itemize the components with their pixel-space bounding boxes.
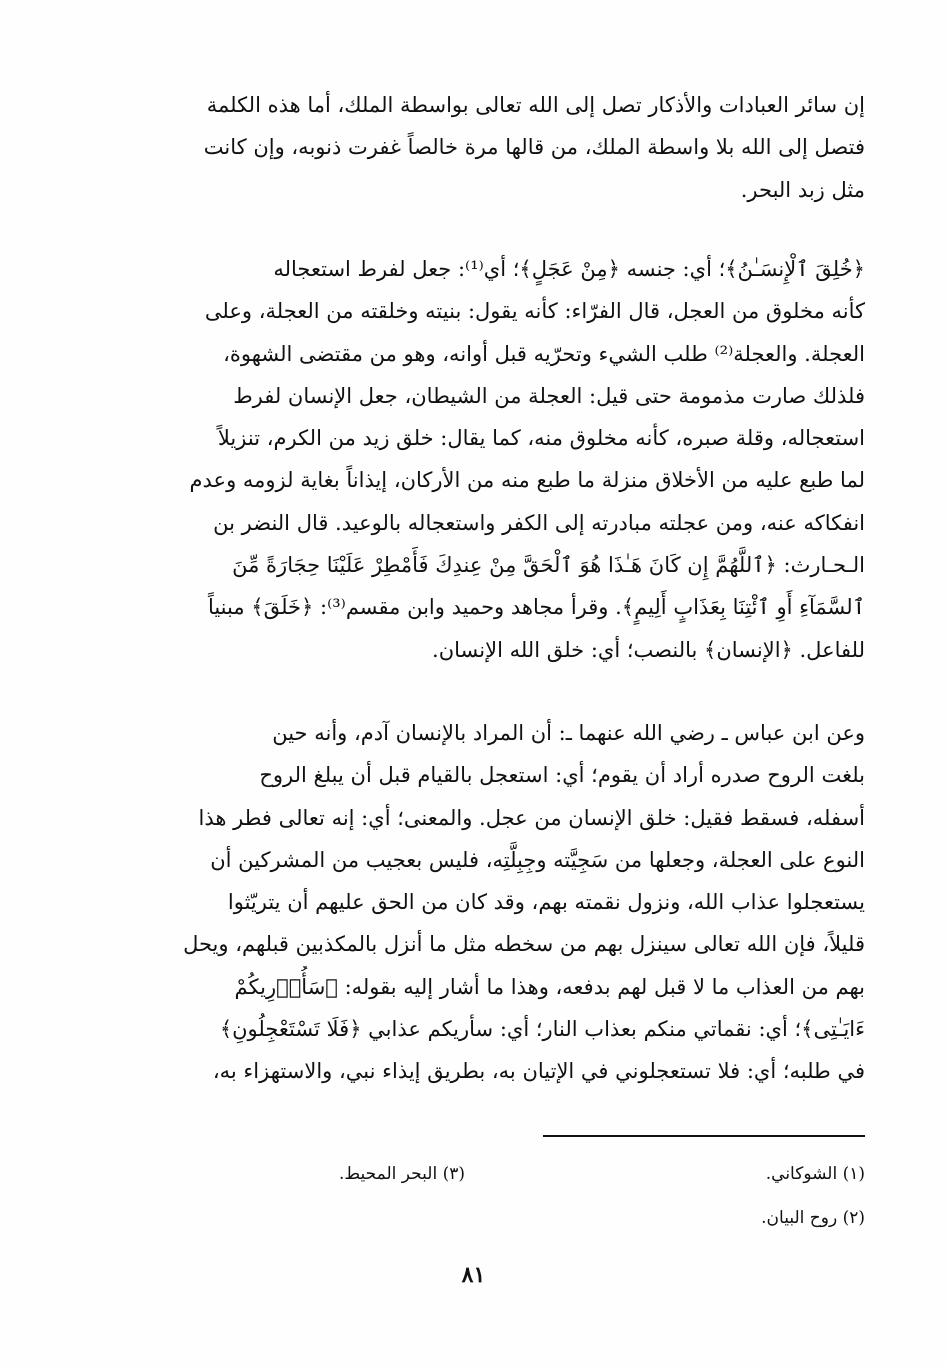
text-line: ٱلسَّمَآءِ أَوِ ٱئْتِنَا بِعَذَابٍ أَلِيمٍ﴾. وقرأ مجاهد وحميد وابن مقسم⁽³⁾: ﴿خَلَقَ﴾ مبنياً — [207, 595, 865, 620]
footnote-2: (٢) روح البيان. — [761, 1208, 865, 1228]
text-line: في طلبه؛ أي: فلا تستعجلوني في الإتيان به، بطريق إيذاء نبي، والاستهزاء به، — [212, 1059, 865, 1084]
text-line: النوع على العجلة، وجعلها من سَجِيَّته وجِبِلَّتِه، فليس بعجيب من المشركين أن — [210, 847, 865, 872]
text-line: إن سائر العبادات والأذكار تصل إلى الله تعالى بواسطة الملك، أما هذه الكلمة — [206, 93, 865, 117]
text-line: العجلة. والعجلة⁽²⁾ طلب الشيء وتحرّيه قبل أوانه، وهو من مقتضى الشهوة، — [223, 341, 865, 366]
footnote-row — [82, 1152, 865, 1196]
text-line: بهم من العذاب ما لا قبل لهم بدفعه، وهذا ما أشار إليه بقوله: ﴿سَأُو۟رِيكُمْ — [234, 974, 865, 999]
footnote-row — [82, 1196, 865, 1240]
paragraph-2 — [82, 248, 865, 671]
text-line: أسفله، فسقط فقيل: خلق الإنسان من عجل. والمعنى؛ أي: إنه تعالى فطر هذا — [198, 805, 865, 830]
footnote-3: (٣) البحر المحيط. — [339, 1164, 465, 1184]
text-line: استعجاله، وقلة صبره، كأنه مخلوق منه، كما يقال: خلق زيد من الكرم، تنزيلاً — [217, 426, 865, 451]
text-line: الـحـارث: ﴿ٱللَّهُمَّ إِن كَانَ هَـٰذَا هُوَ ٱلْحَقَّ مِنْ عِندِكَ فَأَمْطِرْ عَلَيْنَا حِجَارَةً مِّنَ — [232, 553, 865, 578]
footnotes — [82, 1152, 865, 1240]
paragraph-1 — [82, 84, 865, 211]
text-line: وعن ابن عباس ـ رضي الله عنهما ـ: أن المراد بالإنسان آدم، وأنه حين — [272, 721, 865, 745]
text-line: يستعجلوا عذاب الله، ونزول نقمته بهم، وقد كان من الحق عليهم أن يتريّثوا — [227, 890, 865, 915]
text-line: فتصل إلى الله بلا واسطة الملك، من قالها مرة خالصاً غفرت ذنوبه، وإن كانت — [203, 135, 865, 160]
text-line: انفكاكه عنه، ومن عجلته مبادرته إلى الكفر واستعجاله بالوعيد. قال النضر بن — [213, 510, 865, 535]
footnote-1: (١) الشوكاني. — [765, 1164, 865, 1184]
text-line: كأنه مخلوق من العجل، قال الفرّاء: كأنه يقول: بنيته وخلقته من العجلة، وعلى — [204, 299, 865, 324]
footnote-divider — [543, 1135, 865, 1137]
text-line: للفاعل. ﴿الإنسان﴾ بالنصب؛ أي: خلق الله الإنسان. — [432, 637, 865, 662]
text-line: لما طبع عليه من الأخلاق منزلة ما طبع منه من الأركان، إيذاناً بغاية لزومه وعدم — [189, 468, 865, 493]
text-line: قليلاً، فإن الله تعالى سينزل بهم من سخطه مثل ما أنزل بالمكذبين قبلهم، ويحل — [183, 932, 865, 957]
page-number: ٨١ — [461, 1262, 486, 1288]
text-line: ﴿خُلِقَ ٱلْإِنسَـٰنُ﴾؛ أي: جنسه ﴿مِنْ عَجَلٍ﴾؛ أي⁽¹⁾: جعل لفرط استعجاله — [273, 257, 865, 281]
text-line: ءَايَـٰتِى﴾؛ أي: نقماتي منكم بعذاب النار؛ أي: سأريكم عذابي ﴿فَلَا تَسْتَعْجِلُونِ﴾ — [219, 1017, 865, 1042]
text-line: بلغت الروح صدره أراد أن يقوم؛ أي: استعجل بالقيام قبل أن يبلغ الروح — [259, 763, 865, 788]
text-line: مثل زبد البحر. — [740, 177, 865, 202]
text-line: فلذلك صارت مذمومة حتى قيل: العجلة من الشيطان، جعل الإنسان لفرط — [233, 383, 865, 408]
paragraph-3 — [82, 712, 865, 1093]
